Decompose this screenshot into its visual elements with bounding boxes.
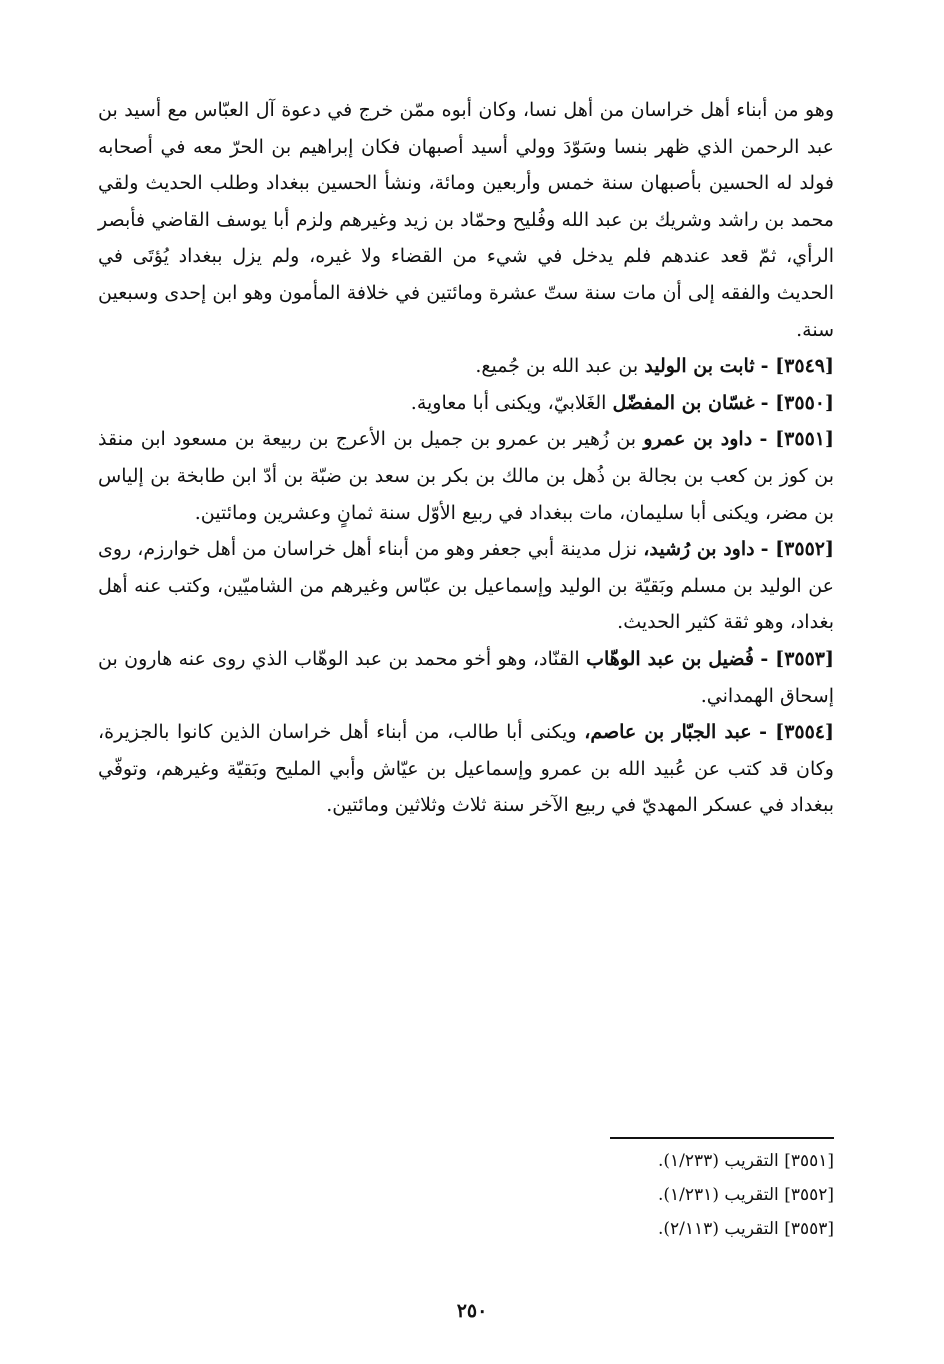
entry-3550 [98, 385, 834, 422]
page-number: ٢٥٠ [456, 1300, 488, 1322]
entry-text: بن عبد الله بن جُميع. [475, 355, 639, 378]
footnotes [374, 1136, 834, 1246]
entry-number: [٣٥٥٠] - [760, 391, 834, 414]
entry-text: ويكنى أبا طالب، من أبناء أهل خراسان الذين كانوا بالجزيرة، وكان قد كتب عن عُبيد الله بن عمرو وإسماعيل بن عيّاش وأبي المليح وبَقيّة وغيرهم، وتوفّي ببغداد في عسكر المهديّ في ربيع الآخر سنة ثلاث وثلاثين ومائتين. [98, 721, 834, 817]
entry-3553 [98, 641, 834, 714]
main-text [98, 92, 834, 824]
entry-name: فُضيل بن عبد الوهّاب [586, 647, 754, 670]
footnote-3551: [٣٥٥١] التقريب (١/٢٣٣). [658, 1151, 834, 1171]
entry-name: غسّان بن المفضّل [612, 391, 755, 414]
entry-text: نزل مدينة أبي جعفر وهو من أبناء أهل خراسان من أهل خوارزم، روى عن الوليد بن مسلم وبَقيّة بن الوليد وإسماعيل بن عبّاس وغيرهم من الشاميّين، وكتب عنه أهل بغداد، وهو ثقة كثير الحديث. [98, 538, 834, 634]
entry-3554 [98, 714, 834, 824]
continuation-paragraph: وهو من أبناء أهل خراسان من أهل نسا، وكان أبوه ممّن خرج في دعوة آل العبّاس مع أسيد بن عبد الرحمن الذي ظهر بنسا وسَوّدَ وولي أسيد أصبهان فكان إبراهيم بن الحرّ معه في أصحابه فولد له الحسين بأصبهان سنة خمس وأربعين ومائة، ونشأ الحسين ببغداد وطلب الحديث ولقي محمد بن راشد وشريك بن عبد الله وفُليح وحمّاد بن زيد وغيرهم ولزم أبا يوسف القاضي فأبصر الرأي، ثمّ قعد عندهم فلم يدخل في شيء من القضاء ولا غيره، ولم يزل ببغداد يُؤتَى في الحديث والفقه إلى أن مات سنة ستّ عشرة ومائتين في خلافة المأمون وهو ابن إحدى وسبعين سنة. [98, 99, 834, 341]
entry-text: بن زُهير بن عمرو بن جميل بن الأعرج بن ربيعة بن مسعود ابن منقذ بن كوز بن كعب بن بجالة بن ذُهل بن مالك بن بكر بن سعد بن ضبّة بن أدّ ابن طابخة بن إلياس بن مضر، ويكنى أبا سليمان، مات ببغداد في ربيع الأوّل سنة ثمانٍ وعشرين ومائتين. [98, 428, 834, 524]
entry-number: [٣٥٥٤] - [759, 721, 835, 744]
entry-text: القنّاد، وهو أخو محمد بن عبد الوهّاب الذي روى عنه هارون بن إسحاق الهمداني. [98, 647, 834, 707]
footnote-3552: [٣٥٥٢] التقريب (١/٢٣١). [658, 1185, 834, 1205]
entry-number: [٣٥٥٣] - [760, 647, 835, 670]
footnote-3553: [٣٥٥٣] التقريب (٢/١١٣). [658, 1219, 834, 1239]
entry-name: داود بن عمرو [643, 428, 753, 451]
entry-3549 [98, 348, 834, 385]
entry-number: [٣٥٥١] - [759, 428, 834, 451]
entry-3551 [98, 421, 834, 531]
entry-name: داود بن رُشيد، [643, 538, 755, 561]
entry-text: الغَلابيّ، ويكنى أبا معاوية. [410, 391, 607, 414]
entry-name: ثابت بن الوليد [644, 355, 755, 378]
entry-name: عبد الجبّار بن عاصم، [584, 721, 752, 744]
entry-number: [٣٥٥٢] - [760, 538, 834, 561]
entry-number: [٣٥٤٩] - [760, 355, 834, 378]
entry-3552 [98, 531, 834, 641]
